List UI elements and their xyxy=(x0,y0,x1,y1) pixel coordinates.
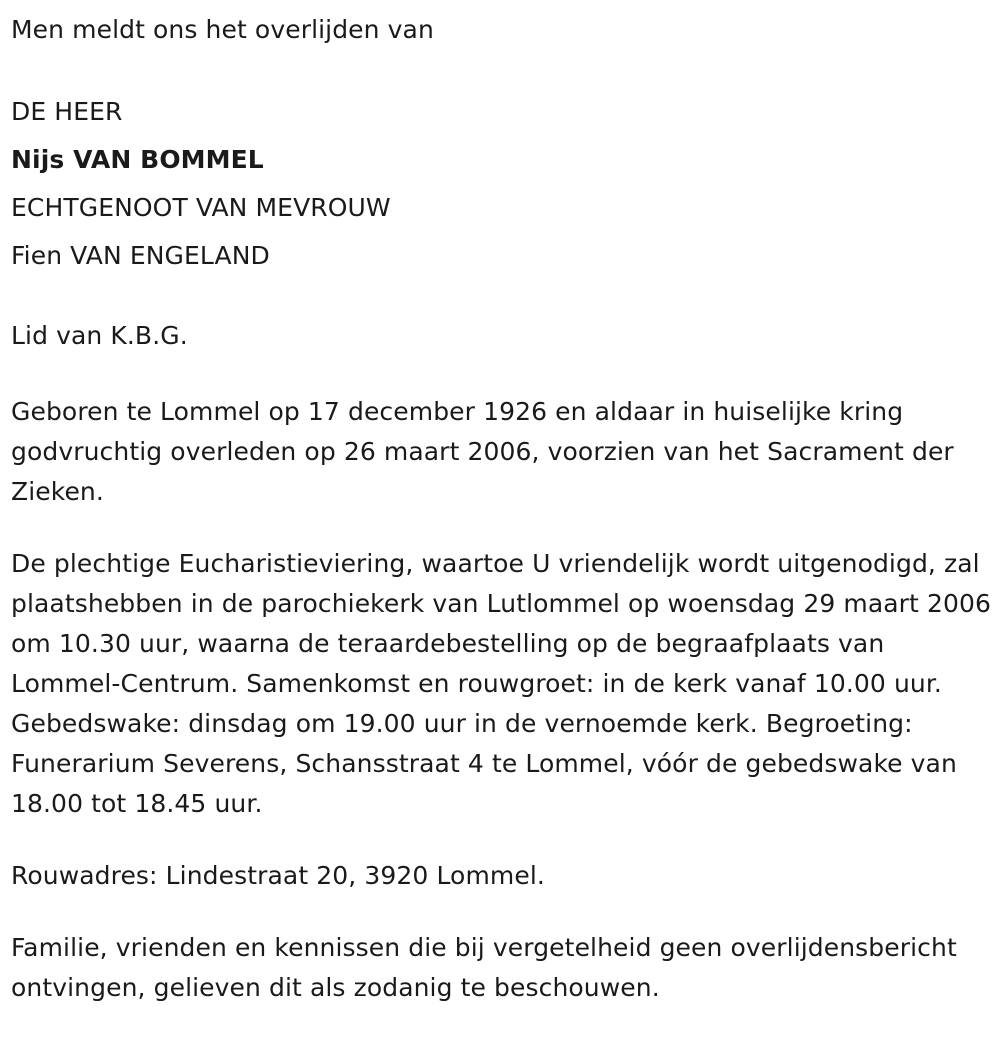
spacer xyxy=(11,280,990,312)
deceased-name: Nijs VAN BOMMEL xyxy=(11,145,264,174)
spacer xyxy=(11,54,990,88)
birth-death-paragraph: Geboren te Lommel op 17 december 1926 en aldaar in huiselijke kring godvruchtig overleden op 26 maart 2006, voorzien van het Sacrament der Zieken. xyxy=(11,397,954,506)
closing-paragraph: Familie, vrienden en kennissen die bij vergetelheid geen overlijdensbericht ontvingen, gelieven dit als zodanig te beschouwen. xyxy=(11,933,957,1002)
spacer xyxy=(11,896,990,928)
address-text: Rouwadres: Lindestraat 20, 3920 Lommel. xyxy=(11,861,545,890)
membership-text: Lid van K.B.G. xyxy=(11,321,188,350)
deceased-title: DE HEER xyxy=(11,97,123,126)
spouse-name: Fien VAN ENGELAND xyxy=(11,241,270,270)
spacer xyxy=(11,824,990,856)
spacer xyxy=(11,360,990,392)
intro-text: Men meldt ons het overlijden van xyxy=(11,15,434,44)
spacer xyxy=(11,512,990,544)
relation-text: ECHTGENOOT VAN MEVROUW xyxy=(11,193,391,222)
ceremony-paragraph: De plechtige Eucharistieviering, waartoe U vriendelijk wordt uitgenodigd, zal plaatshebben in de parochiekerk van Lutlommel op woensdag 29 maart 2006 om 10.30 uur, waarna de teraardebestelling op de begraafplaats van Lommel-Centrum. Samenkomst en rouwgroet: in de kerk vanaf 10.00 uur. Gebedswake: dinsdag om 19.00 uur in de vernoemde kerk. Begroeting: Funerarium Severens, Schansstraat 4 te Lommel, vóór de gebedswake van 18.00 tot 18.45 uur. xyxy=(11,549,992,818)
